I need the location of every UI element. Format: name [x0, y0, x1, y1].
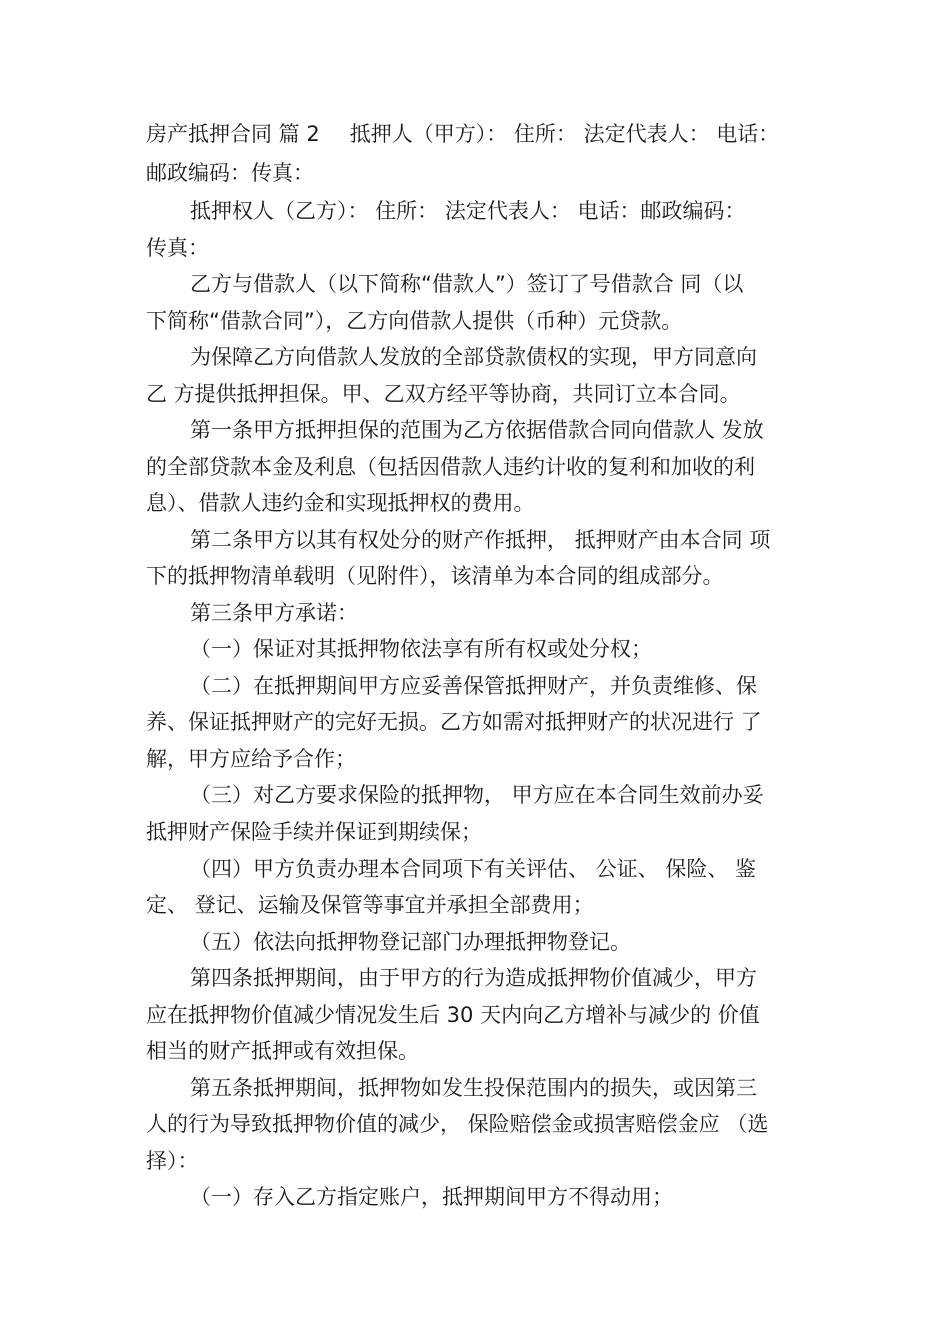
pledgor-info: 抵押人（甲方）： 住所： 法定代表人： 电话：	[349, 122, 780, 146]
list-item-line: （三）对乙方要求保险的抵押物， 甲方应在本合同生效前办妥	[190, 783, 764, 807]
list-item-line: （二）在抵押期间甲方应妥善保管抵押财产，并负责维修、保	[190, 674, 757, 698]
document-title: 房产抵押合同 篇 2	[146, 122, 320, 146]
paragraph-line: 定、 登记、运输及保管等事宜并承担全部费用；	[146, 893, 594, 917]
paragraph-line: 抵押财产保险手续并保证到期续保；	[146, 820, 482, 844]
paragraph-line: 乙 方提供抵押担保。甲、乙双方经平等协商，共同订立本合同。	[146, 382, 741, 406]
paragraph-line: 应在抵押物价值减少情况发生后 30 天内向乙方增补与减少的 价值	[146, 1003, 760, 1027]
paragraph-line: 择）：	[146, 1149, 199, 1173]
paragraph-line: 相当的财产抵押或有效担保。	[146, 1039, 419, 1063]
paragraph-line: 传真：	[146, 236, 209, 260]
list-item-line: （四）甲方负责办理本合同项下有关评估、 公证、 保险、 鉴	[190, 857, 757, 881]
paragraph-line: 邮政编码：传真：	[146, 161, 314, 185]
article-heading-line: 第一条甲方抵押担保的范围为乙方依据借款合同向借款人 发放	[190, 418, 764, 442]
document-first-line	[146, 116, 826, 152]
paragraph-line: 解，甲方应给予合作；	[146, 747, 356, 771]
paragraph-line: 的全部贷款本金及利息（包括因借款人违约计收的复利和加收的利	[146, 455, 755, 479]
article-heading-line: 第二条甲方以其有权处分的财产作抵押， 抵押财产由本合同 项	[190, 528, 771, 552]
list-item-line: （五）依法向抵押物登记部门办理抵押物登记。	[190, 930, 631, 954]
article-heading-line: 第三条甲方承诺：	[190, 601, 358, 625]
paragraph-line: 养、保证抵押财产的完好无损。乙方如需对抵押财产的状况进行 了	[146, 710, 762, 734]
paragraph-line: 息）、借款人违约金和实现抵押权的费用。	[146, 491, 535, 515]
article-heading-line: 第五条抵押期间，抵押物如发生投保范围内的损失，或因第三	[190, 1076, 757, 1100]
paragraph-line: 下的抵押物清单载明（见附件），该清单为本合同的组成部分。	[146, 564, 724, 588]
paragraph-line: 乙方与借款人（以下简称“借款人”）签订了号借款合 同（以	[190, 272, 744, 296]
list-item-line: （一）保证对其抵押物依法享有所有权或处分权；	[190, 637, 652, 661]
paragraph-line: 抵押权人（乙方）： 住所： 法定代表人： 电话：邮政编码：	[190, 199, 746, 223]
paragraph-line: 下简称“借款合同”），乙方向借款人提供（币种）元贷款。	[146, 309, 683, 333]
list-item-line: （一）存入乙方指定账户，抵押期间甲方不得动用；	[190, 1185, 673, 1209]
article-heading-line: 第四条抵押期间，由于甲方的行为造成抵押物价值减少，甲方	[190, 966, 757, 990]
paragraph-line: 为保障乙方向借款人发放的全部贷款债权的实现，甲方同意向	[190, 345, 757, 369]
paragraph-line: 人的行为导致抵押物价值的减少， 保险赔偿金或损害赔偿金应 （选	[146, 1112, 769, 1136]
